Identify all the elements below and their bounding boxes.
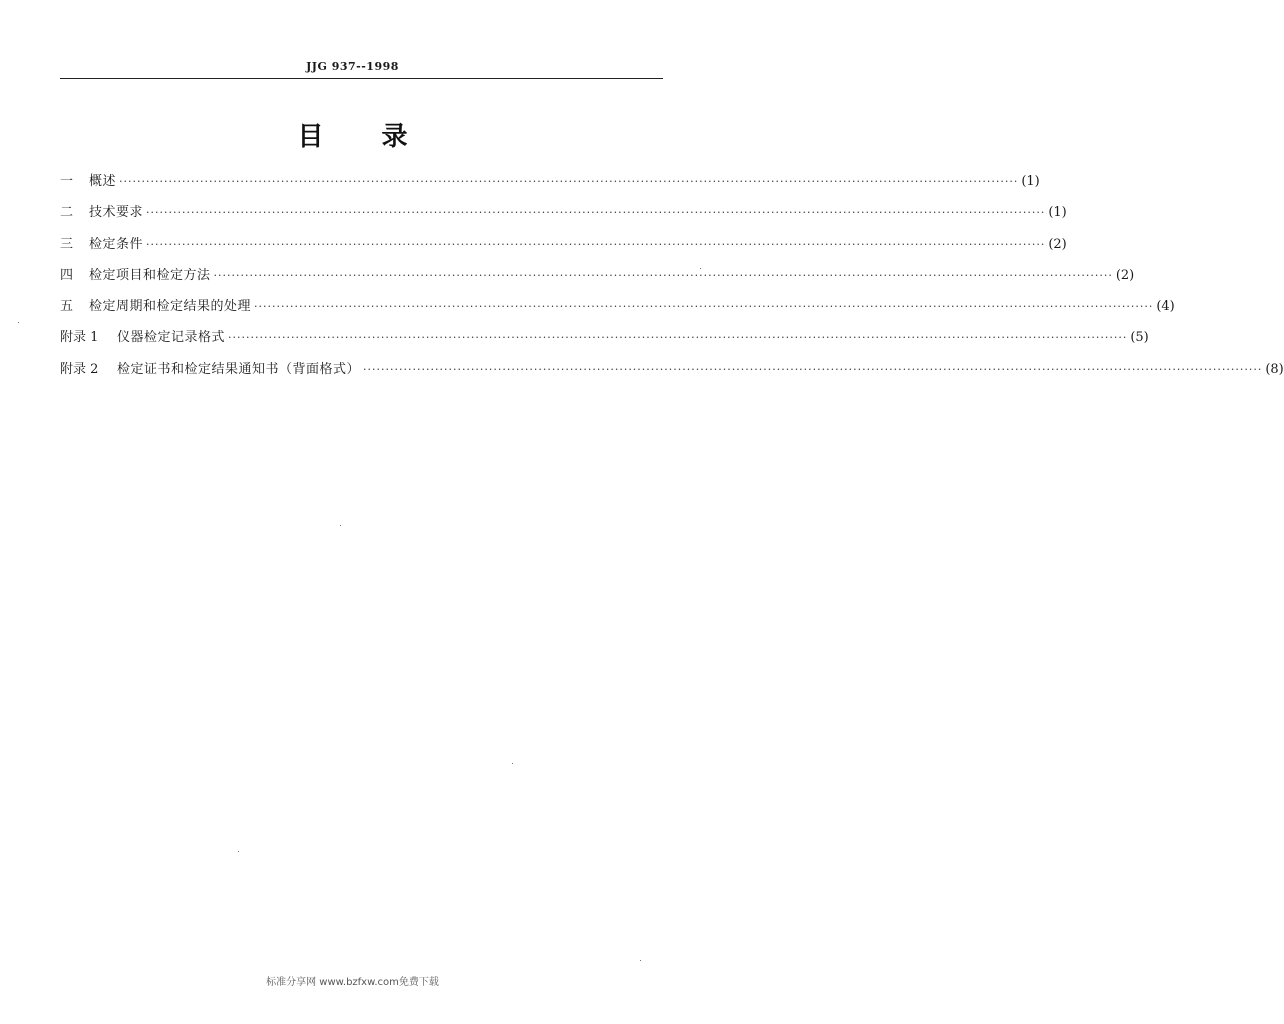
toc-entry-number: 一 [60, 174, 74, 189]
toc-leader-dots: ········································································································································································································ [363, 362, 1263, 376]
toc-leader-dots: ········································································································································································································ [213, 268, 1113, 282]
toc-entry-number: 三 [60, 236, 74, 252]
scan-speck [18, 322, 19, 323]
header-rule [60, 78, 663, 79]
toc-entry[interactable] [60, 233, 1067, 264]
toc-entry-page: (8) [1265, 361, 1284, 377]
document-code: JJG 937--1998 [306, 60, 399, 73]
toc-leader-dots: ········································································································································································································ [228, 331, 1128, 345]
toc-entry-number: 五 [60, 299, 74, 315]
toc-entry[interactable] [60, 295, 1175, 326]
toc-entry-number: 附录 1 [60, 330, 99, 346]
toc-entry-label: 概述 [89, 174, 117, 189]
page-title-left: 目 [297, 122, 324, 152]
toc-entry-page: (2) [1048, 236, 1067, 252]
scan-speck [700, 268, 701, 269]
toc-leader-dots: ········································································································································································································ [146, 237, 1046, 251]
toc-entry-number: 附录 2 [60, 361, 99, 377]
toc-entry-label: 检定项目和检定方法 [89, 267, 211, 283]
toc-entry[interactable] [60, 264, 1135, 295]
toc-leader-dots: ········································································································································································································ [119, 175, 1019, 188]
toc-entry-number: 四 [60, 267, 74, 283]
toc-entry[interactable] [60, 201, 1067, 232]
table-of-contents [60, 170, 1284, 389]
toc-entry[interactable] [60, 358, 1284, 389]
toc-entry-label: 仪器检定记录格式 [117, 330, 226, 346]
scan-speck [640, 960, 641, 961]
scan-speck [340, 525, 341, 526]
page-title-right: 录 [381, 122, 408, 152]
toc-entry-label: 检定条件 [89, 236, 144, 252]
toc-entry-label: 技术要求 [89, 205, 144, 221]
toc-entry[interactable] [60, 170, 1040, 201]
toc-entry-page: (5) [1130, 330, 1149, 346]
toc-entry-page: (2) [1115, 267, 1135, 283]
page-title [0, 116, 705, 153]
toc-leader-dots: ········································································································································································································ [146, 206, 1046, 220]
toc-entry-page: (4) [1156, 299, 1175, 315]
scan-speck [512, 763, 513, 764]
toc-entry-number: 二 [60, 205, 74, 221]
toc-entry-label: 检定周期和检定结果的处理 [89, 299, 252, 315]
watermark-footer: 标准分享网 www.bzfxw.com免费下载 [266, 977, 439, 988]
scan-speck [238, 851, 239, 852]
toc-entry[interactable] [60, 326, 1149, 357]
toc-entry-page: (1) [1021, 174, 1040, 189]
toc-entry-label: 检定证书和检定结果通知书（背面格式） [117, 361, 361, 377]
toc-leader-dots: ········································································································································································································ [254, 300, 1154, 314]
toc-entry-page: (1) [1048, 205, 1067, 221]
